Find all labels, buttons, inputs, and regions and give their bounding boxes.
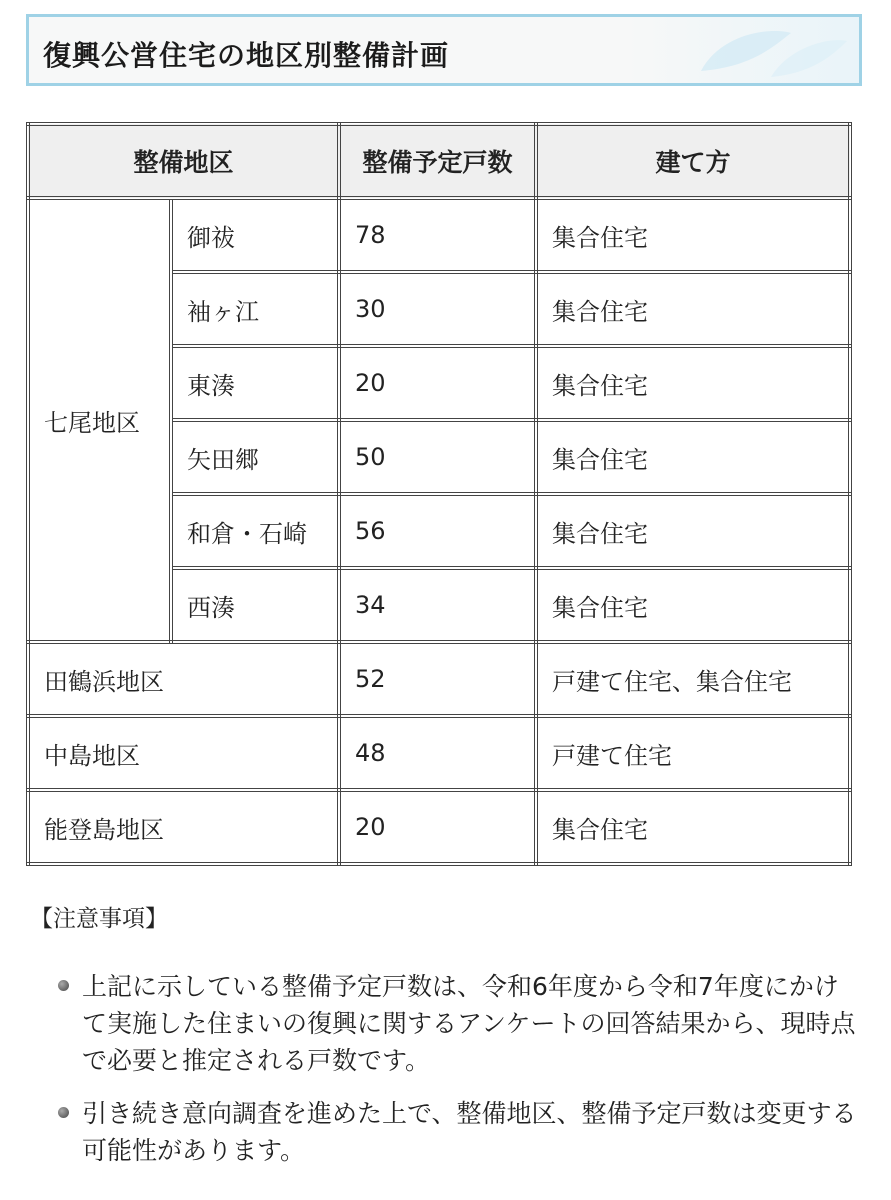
planned-count: 34 [339,568,536,642]
building-type: 集合住宅 [536,346,850,420]
planned-count: 50 [339,420,536,494]
header-building-type: 建て方 [536,124,850,198]
sub-district: 西湊 [171,568,339,642]
building-type: 集合住宅 [536,272,850,346]
district-name: 能登島地区 [28,790,339,864]
sub-district: 御祓 [171,198,339,272]
table-header-row [28,124,850,198]
table-row [28,790,850,864]
list-item [58,1095,858,1169]
district-group-name: 七尾地区 [28,198,171,642]
housing-plan-table [26,122,852,866]
page-title-box [26,14,862,86]
district-name: 田鶴浜地区 [28,642,339,716]
planned-count: 52 [339,642,536,716]
planned-count: 78 [339,198,536,272]
building-type: 戸建て住宅、集合住宅 [536,642,850,716]
planned-count: 56 [339,494,536,568]
header-count: 整備予定戸数 [339,124,536,198]
district-name: 中島地区 [28,716,339,790]
building-type: 集合住宅 [536,494,850,568]
sub-district: 和倉・石崎 [171,494,339,568]
bullet-icon [58,980,69,991]
header-district: 整備地区 [28,124,339,198]
page-title: 復興公営住宅の地区別整備計画 [43,39,450,72]
planned-count: 20 [339,346,536,420]
sub-district: 東湊 [171,346,339,420]
planned-count: 48 [339,716,536,790]
table-row [28,642,850,716]
note-text: 引き続き意向調査を進めた上で、整備地区、整備予定戸数は変更する可能性があります。 [82,1099,857,1165]
list-item [58,968,858,1079]
note-text: 上記に示している整備予定戸数は、令和6年度から令和7年度にかけて実施した住まいの復興に関するアンケートの回答結果から、現時点で必要と推定される戸数です。 [82,972,856,1075]
building-type: 集合住宅 [536,420,850,494]
building-type: 集合住宅 [536,790,850,864]
table-row [28,198,850,272]
table-row [28,716,850,790]
bullet-icon [58,1107,69,1118]
planned-count: 20 [339,790,536,864]
notes-list [58,968,858,1185]
leaf-decoration-icon [661,23,851,83]
sub-district: 矢田郷 [171,420,339,494]
building-type: 集合住宅 [536,198,850,272]
sub-district: 袖ヶ江 [171,272,339,346]
building-type: 集合住宅 [536,568,850,642]
planned-count: 30 [339,272,536,346]
notes-heading: 【注意事項】 [30,906,168,932]
building-type: 戸建て住宅 [536,716,850,790]
